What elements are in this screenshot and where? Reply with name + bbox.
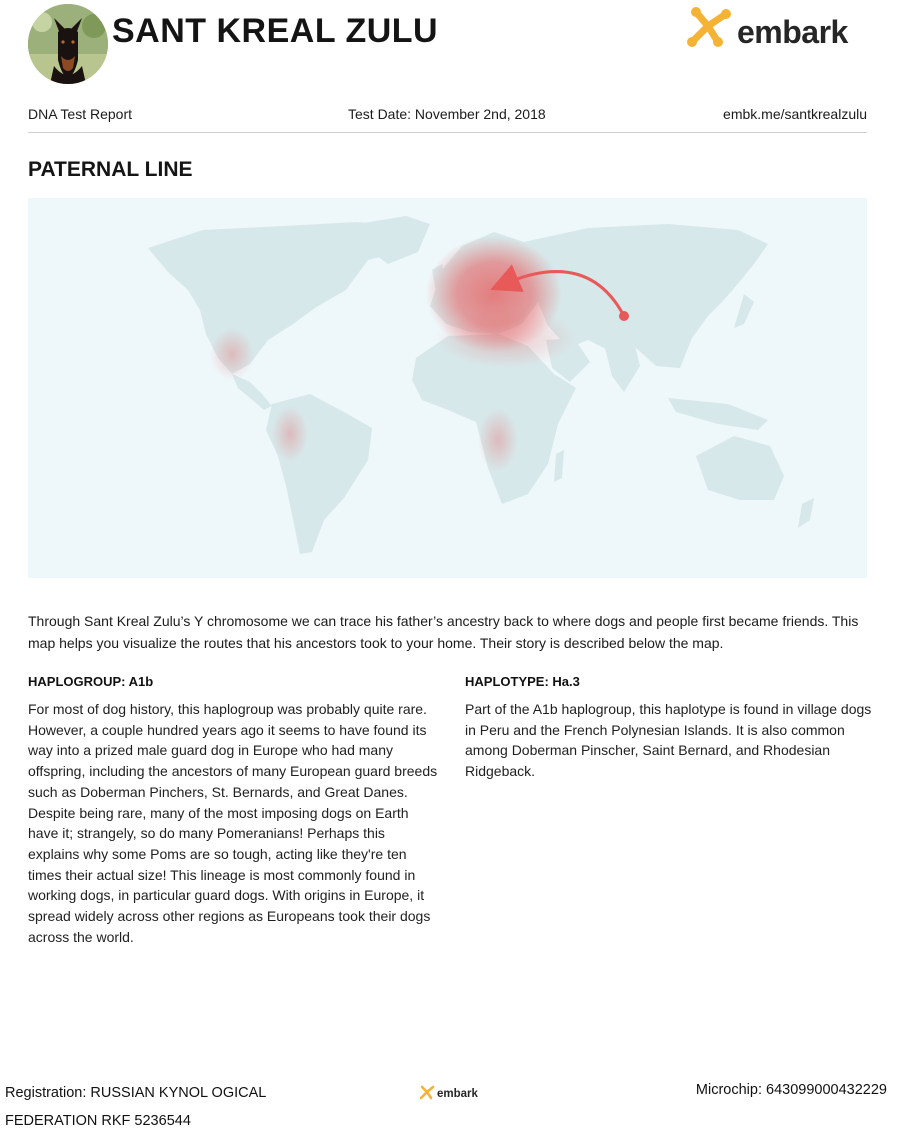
- report-meta-row: [28, 106, 867, 126]
- dog-name-title: SANT KREAL ZULU: [112, 12, 439, 50]
- registration-info: [5, 1079, 305, 1135]
- registration-line-2: FEDERATION RKF 5236544: [5, 1113, 191, 1129]
- world-map: [28, 198, 867, 578]
- profile-link[interactable]: embk.me/santkrealzulu: [723, 106, 867, 122]
- dog-portrait-icon: [28, 4, 108, 84]
- peru-heat-region: [272, 406, 308, 462]
- haplogroup-heading: HAPLOGROUP: A1b: [28, 674, 154, 689]
- brand-wordmark: embark: [737, 14, 848, 50]
- japan-landmass: [734, 294, 754, 328]
- section-title: PATERNAL LINE: [28, 158, 193, 181]
- embark-logo-icon: [684, 4, 736, 52]
- footer-brand: [418, 1083, 488, 1103]
- haplogroup-description: For most of dog history, this haplogroup was probably quite rare. However, a couple hundred years ago it seems to have found its way into a prized male guard dog in Europe who had many offspring, including the ancestors of many European guard breeds such as Doberman Pinchers, St. Bernards, and Great Danes. Despite being rare, many of the most imposing dogs on Earth have it; strangely, so do many Pomeranians! Perhaps this explains why some Poms are so tough, acting like they're ten times their actual size! This lineage is most commonly found in working dogs, in particular guard dogs. With origins in Europe, it spread widely across other regions as Europeans took their dogs across the world.: [28, 701, 438, 945]
- registration-line-1: Registration: RUSSIAN KYNOL OGICAL: [5, 1085, 267, 1101]
- report-type: DNA Test Report: [28, 106, 133, 122]
- intro-paragraph: Through Sant Kreal Zulu’s Y chromosome we can trace his father’s ancestry back to where dogs and people first became friends. This map helps you visualize the routes that his ancestors took to your home. Their story is described below the map.: [28, 613, 859, 651]
- origin-point: [619, 311, 629, 321]
- haplotype-description: Part of the A1b haplogroup, this haplotype is found in village dogs in Peru and the French Polynesian Islands. It is also common among Doberman Pinscher, Saint Bernard, and Rhodesian Ridgeback.: [465, 701, 872, 780]
- embark-logo-small-icon: [418, 1083, 488, 1103]
- microchip-info: Microchip: 643099000432229: [695, 1082, 887, 1098]
- indonesia-landmass: [668, 398, 768, 430]
- australia-landmass: [696, 436, 784, 500]
- footer-brand-text: embark: [437, 1088, 478, 1100]
- test-date: Test Date: November 2nd, 2018: [348, 106, 546, 122]
- new-zealand-landmass: [798, 498, 814, 528]
- madagascar-landmass: [554, 450, 564, 482]
- south-africa-heat-region: [478, 408, 518, 472]
- paternal-line-map: [28, 198, 867, 578]
- haplogroup-section: [28, 674, 438, 947]
- north-africa-heat-region: [436, 308, 576, 368]
- mexico-heat-region: [210, 328, 254, 380]
- dog-avatar: [28, 4, 108, 84]
- header-divider: [28, 132, 867, 133]
- central-america-landmass: [232, 374, 272, 410]
- haplotype-section: [465, 674, 875, 782]
- haplotype-heading: HAPLOTYPE: Ha.3: [465, 674, 580, 689]
- india-landmass: [604, 342, 640, 392]
